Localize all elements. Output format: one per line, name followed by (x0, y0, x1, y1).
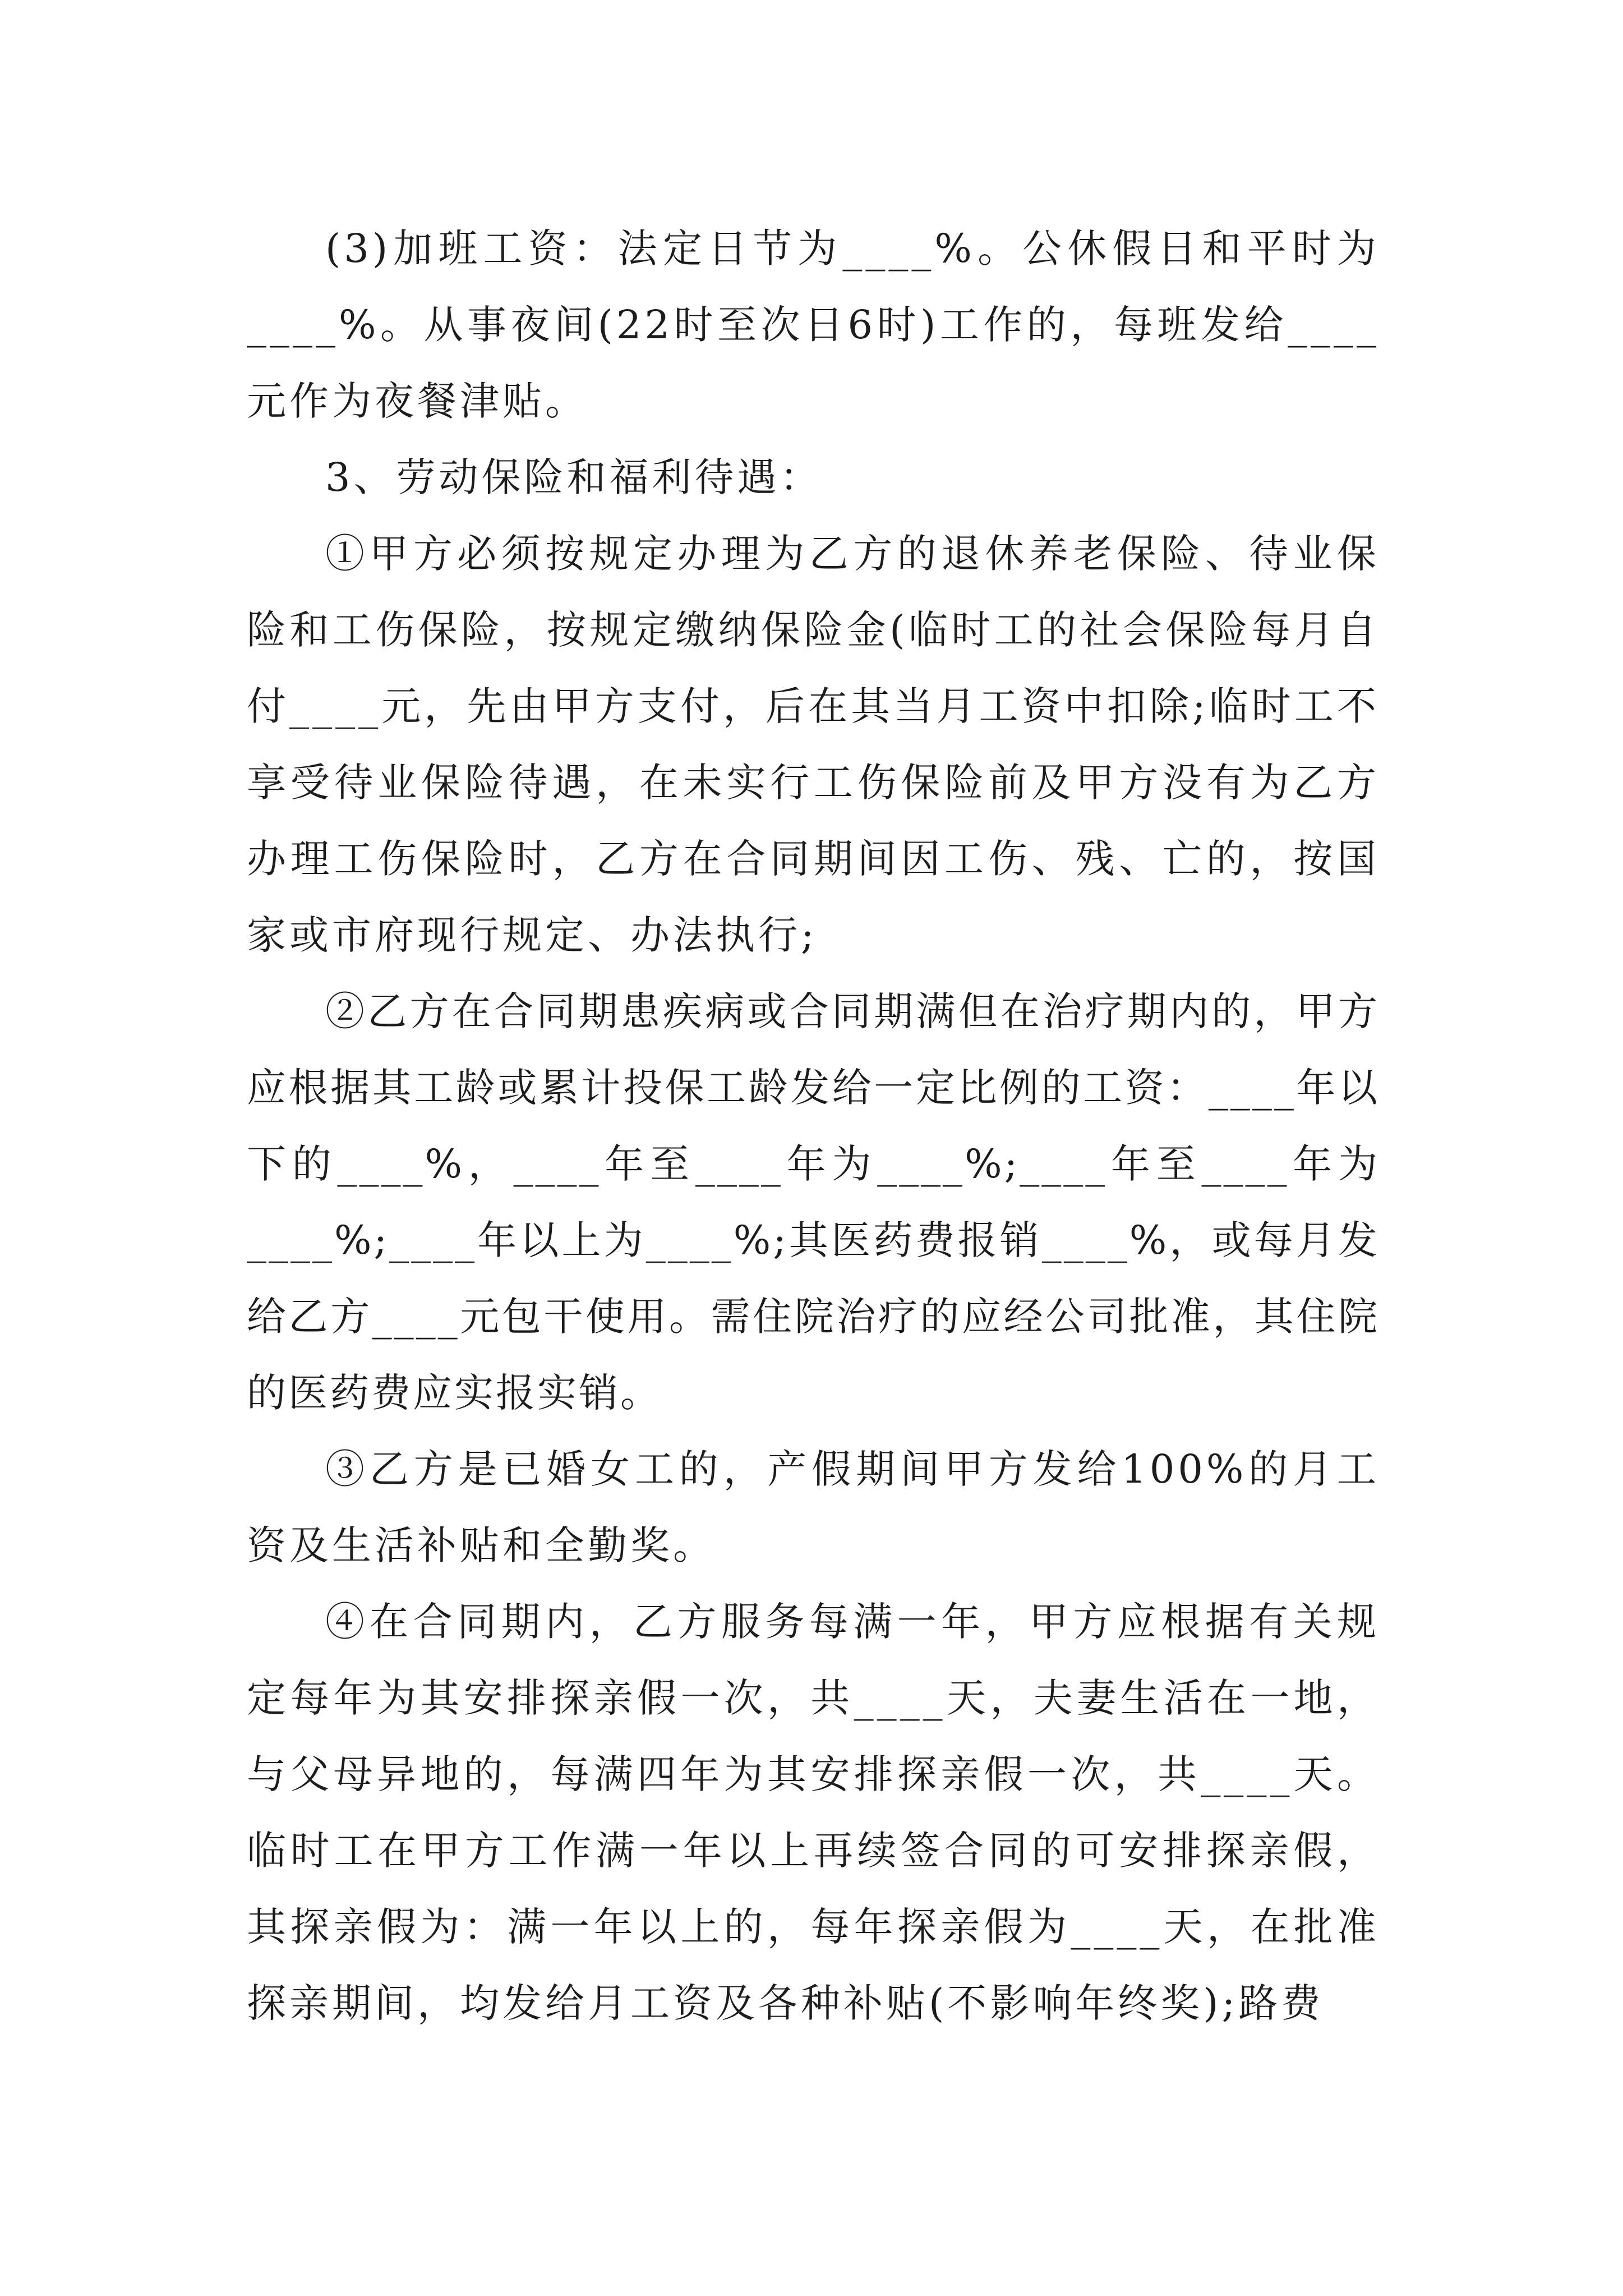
paragraph-sick-pay: ②乙方在合同期患疾病或合同期满但在治疗期内的，甲方应根据其工龄或累计投保工龄发给一定比例的工资：____年以下的____%，____年至____年为____%;____年至____年为____%;____年以上为____%;其医药费报销____%，或每月发给乙方____元包干使用。需住院治疗的应经公司批准，其住院的医药费应实报实销。 (247, 988, 1380, 1416)
paragraph-maternity: ③乙方是已婚女工的，产假期间甲方发给100%的月工资及生活补贴和全勤奖。 (247, 1446, 1380, 1568)
paragraph-home-leave: ④在合同期内，乙方服务每满一年，甲方应根据有关规定每年为其安排探亲假一次，共____天，夫妻生活在一地，与父母异地的，每满四年为其安排探亲假一次，共____天。临时工在甲方工作满一年以上再续签合同的可安排探亲假，其探亲假为：满一年以上的，每年探亲假为____天，在批准探亲期间，均发给月工资及各种补贴(不影响年终奖);路费 (247, 1599, 1380, 2026)
document-body (247, 210, 1380, 2041)
paragraph-insurance: ①甲方必须按规定办理为乙方的退休养老保险、待业保险和工伤保险，按规定缴纳保险金(临时工的社会保险每月自付____元，先由甲方支付，后在其当月工资中扣除;临时工不享受待业保险待遇，在未实行工伤保险前及甲方没有为乙方办理工伤保险时，乙方在合同期间因工伤、残、亡的，按国家或市府现行规定、办法执行; (247, 531, 1380, 958)
paragraph-section-heading: 3、劳动保险和福利待遇： (325, 454, 823, 500)
paragraph-overtime-pay: (3)加班工资：法定日节为____%。公休假日和平时为____%。从事夜间(22时至次日6时)工作的，每班发给____元作为夜餐津贴。 (247, 226, 1380, 424)
